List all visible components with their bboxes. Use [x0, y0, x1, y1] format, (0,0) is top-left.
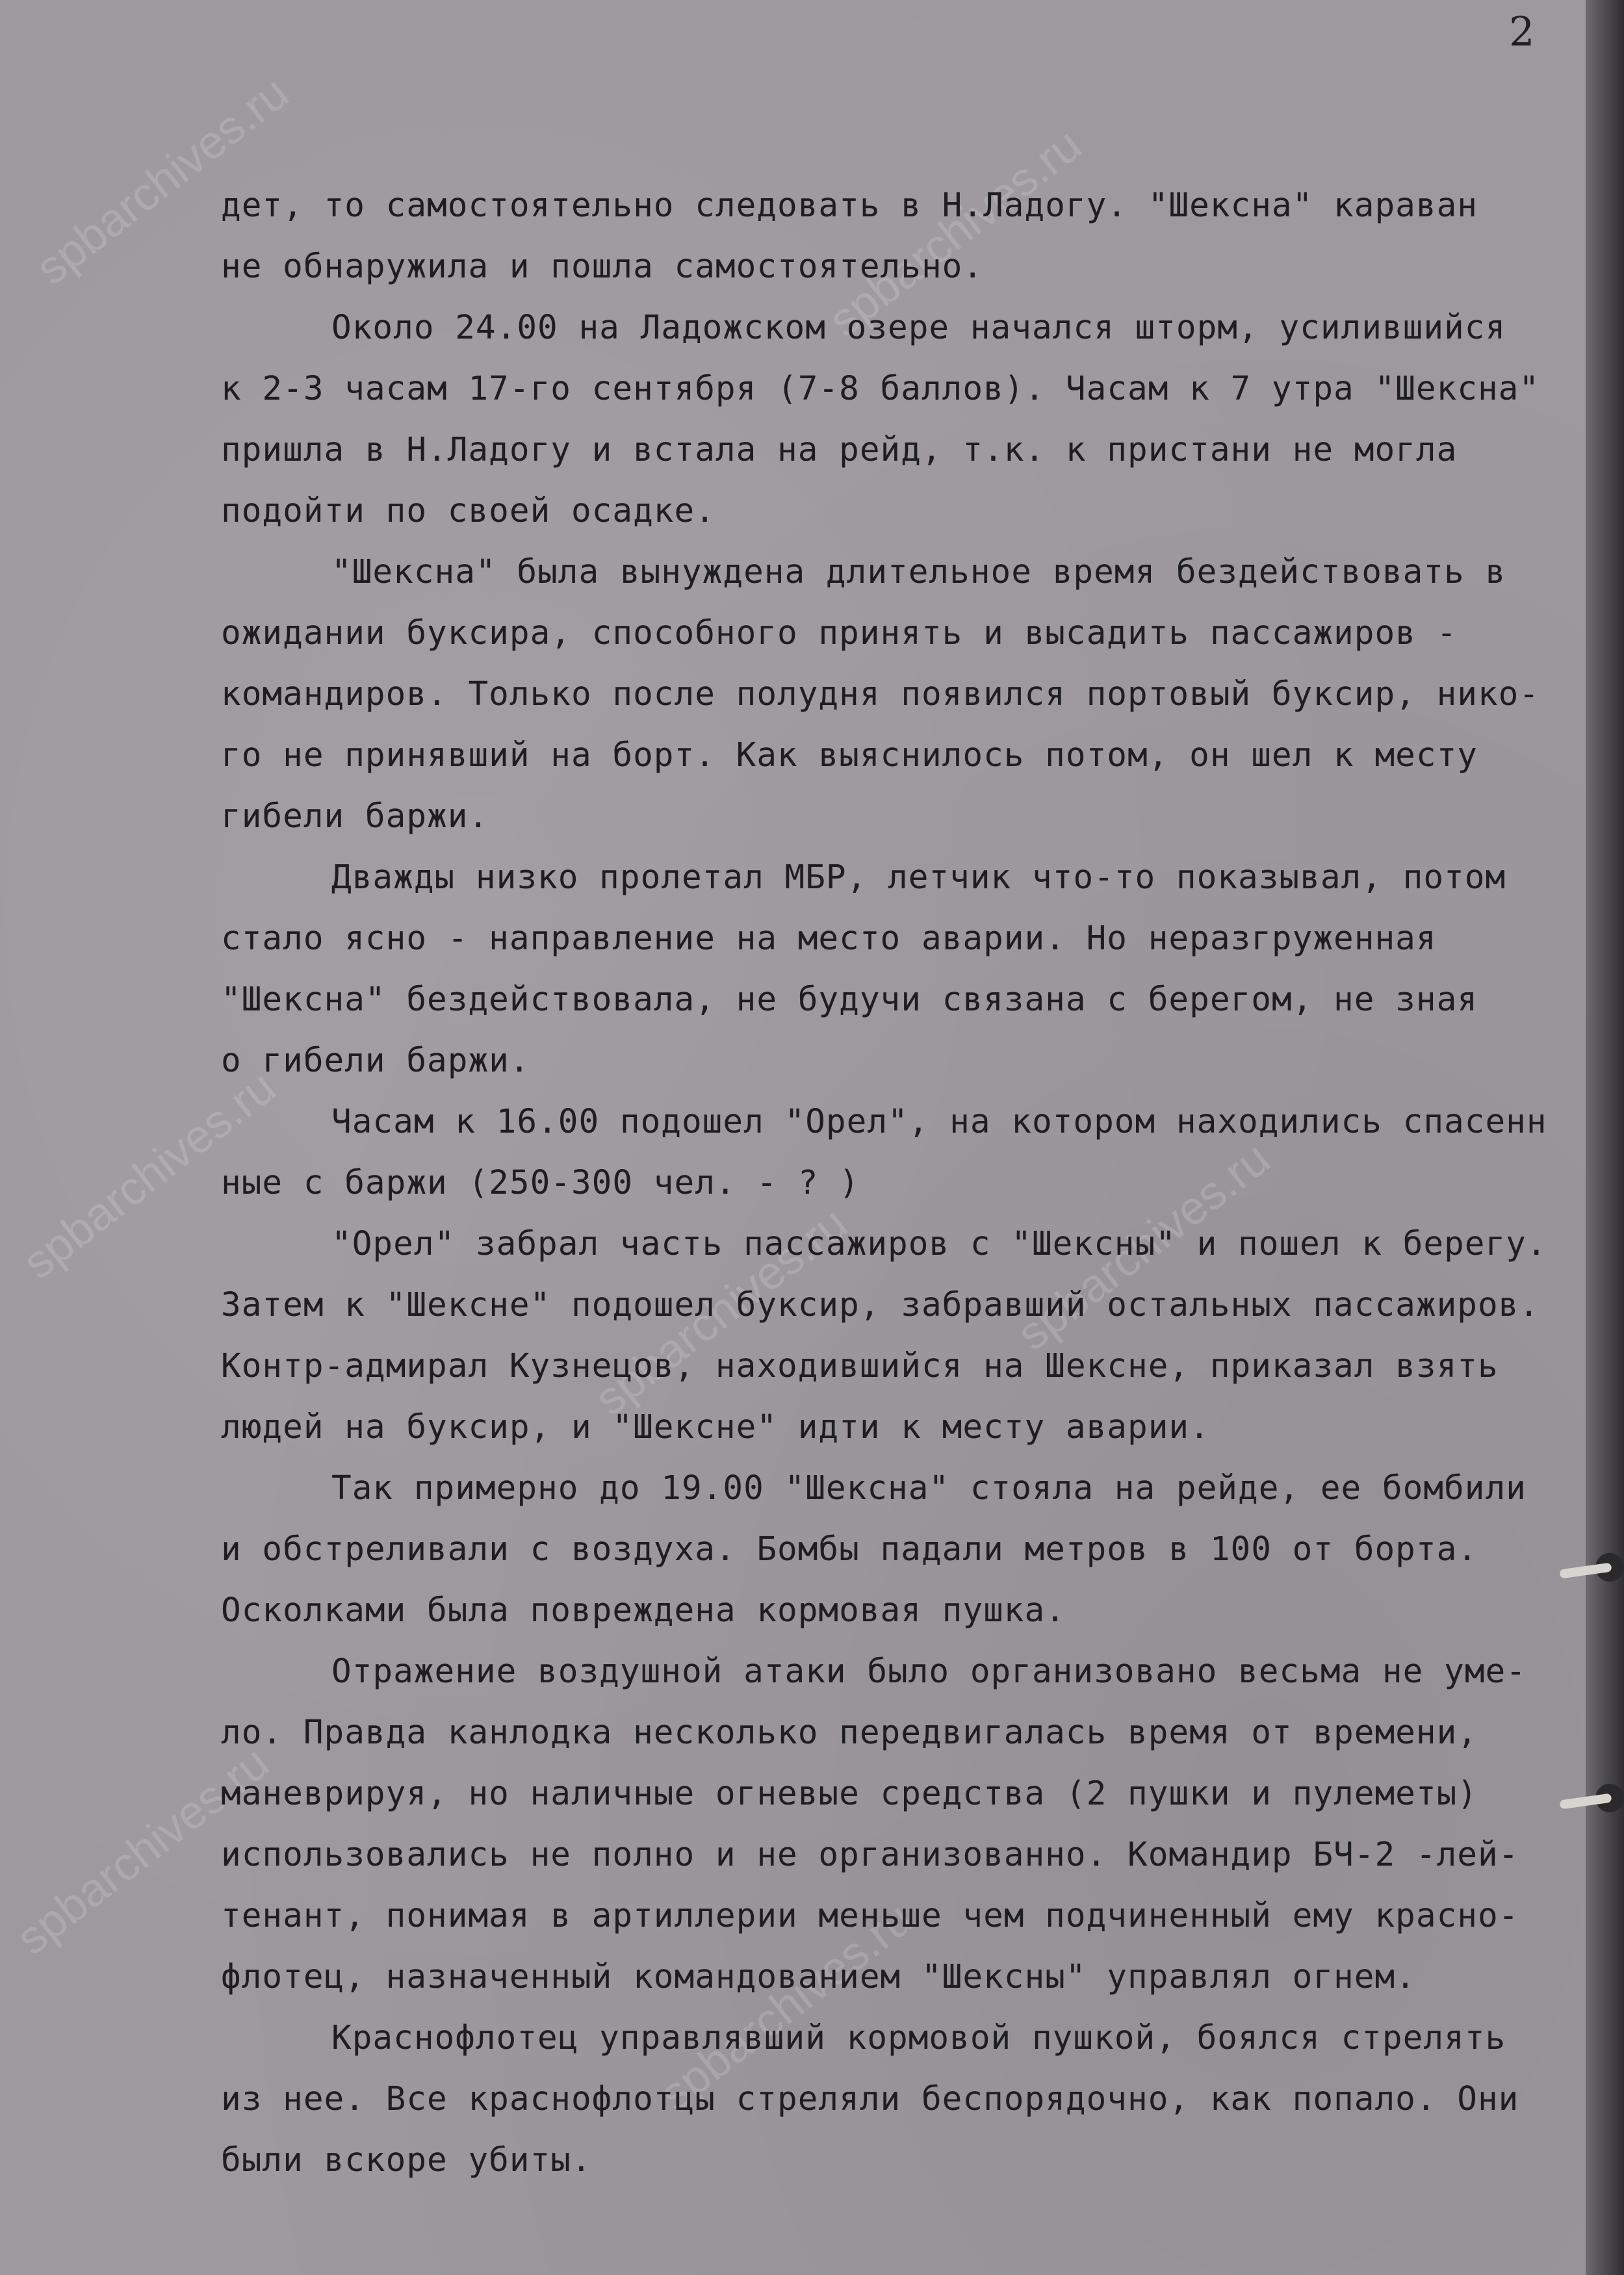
- text-line: подойти по своей осадке.: [221, 492, 715, 530]
- typewritten-text: [221, 175, 1599, 2191]
- watermark: spbarchives.ru: [13, 1060, 285, 1289]
- watermark: spbarchives.ru: [26, 66, 298, 295]
- text-line: стало ясно - направление на место аварии. Но неразгруженная: [221, 919, 1437, 958]
- text-line: го не принявший на борт. Как выяснилось потом, он шел к месту: [221, 736, 1478, 775]
- text-line: из нее. Все краснофлотцы стреляли беспорядочно, как попало. Они: [221, 2080, 1519, 2118]
- text-line: ожидании буксира, способного принять и высадить пассажиров -: [221, 614, 1458, 652]
- text-line: "Орел" забрал часть пассажиров с "Шексны" и пошел к берегу.: [331, 1225, 1547, 1263]
- text-line: "Шексна" была вынуждена длительное время бездействовать в: [331, 553, 1506, 591]
- text-line: людей на буксир, и "Шексне" идти к месту аварии.: [221, 1408, 1210, 1446]
- text-line: Так примерно до 19.00 "Шексна" стояла на рейде, ее бомбили: [331, 1469, 1527, 1508]
- text-line: дет, то самостоятельно следовать в Н.Ладогу. "Шексна" караван: [221, 186, 1478, 225]
- text-line: Около 24.00 на Ладожском озере начался шторм, усилившийся: [331, 309, 1506, 347]
- text-line: к 2-3 часам 17-го сентября (7-8 баллов). Часам к 7 утра "Шексна": [221, 370, 1540, 408]
- text-line: Отражение воздушной атаки было организовано весьма не уме-: [331, 1652, 1527, 1691]
- text-line: командиров. Только после полудня появился портовый буксир, нико-: [221, 675, 1540, 713]
- text-line: не обнаружила и пошла самостоятельно.: [221, 248, 984, 286]
- text-line: гибели баржи.: [221, 797, 489, 836]
- text-line: Дважды низко пролетал МБР, летчик что-то показывал, потом: [331, 858, 1506, 897]
- text-line: Краснофлотец управлявший кормовой пушкой, боялся стрелять: [331, 2019, 1506, 2057]
- watermark: spbarchives.ru: [819, 118, 1091, 347]
- page-edge-shadow: [1586, 0, 1624, 2275]
- text-line: о гибели баржи.: [221, 1042, 530, 1080]
- watermark: spbarchives.ru: [1007, 1132, 1280, 1361]
- text-line: тенант, понимая в артиллерии меньше чем подчиненный ему красно-: [221, 1897, 1519, 1935]
- text-line: использовались не полно и не организованно. Командир БЧ-2 -лей-: [221, 1836, 1519, 1874]
- page-number: 2: [1509, 8, 1535, 55]
- text-line: ло. Правда канлодка несколько передвигалась время от времени,: [221, 1714, 1478, 1752]
- text-line: маневрируя, но наличные огневые средства (2 пушки и пулеметы): [221, 1775, 1478, 1813]
- watermark: spbarchives.ru: [6, 1736, 279, 1965]
- text-line: Затем к "Шексне" подошел буксир, забравший остальных пассажиров.: [221, 1286, 1540, 1324]
- text-line: пришла в Н.Ладогу и встала на рейд, т.к. к пристани не могла: [221, 431, 1458, 469]
- text-line: и обстреливали с воздуха. Бомбы падали метров в 100 от борта.: [221, 1530, 1478, 1569]
- watermark: spbarchives.ru: [585, 1197, 857, 1426]
- text-line: Контр-адмирал Кузнецов, находившийся на Шексне, приказал взять: [221, 1347, 1499, 1385]
- text-line: ные с баржи (250-300 чел. - ? ): [221, 1164, 860, 1202]
- text-line: Часам к 16.00 подошел "Орел", на котором находились спасенн: [331, 1103, 1547, 1141]
- watermark: spbarchives.ru: [650, 1892, 922, 2121]
- text-line: были вскоре убиты.: [221, 2141, 592, 2179]
- text-line: "Шексна" бездействовала, не будучи связана с берегом, не зная: [221, 981, 1478, 1019]
- text-line: флотец, назначенный командованием "Шексны" управлял огнем.: [221, 1958, 1416, 1996]
- text-line: Осколками была повреждена кормовая пушка.: [221, 1591, 1066, 1630]
